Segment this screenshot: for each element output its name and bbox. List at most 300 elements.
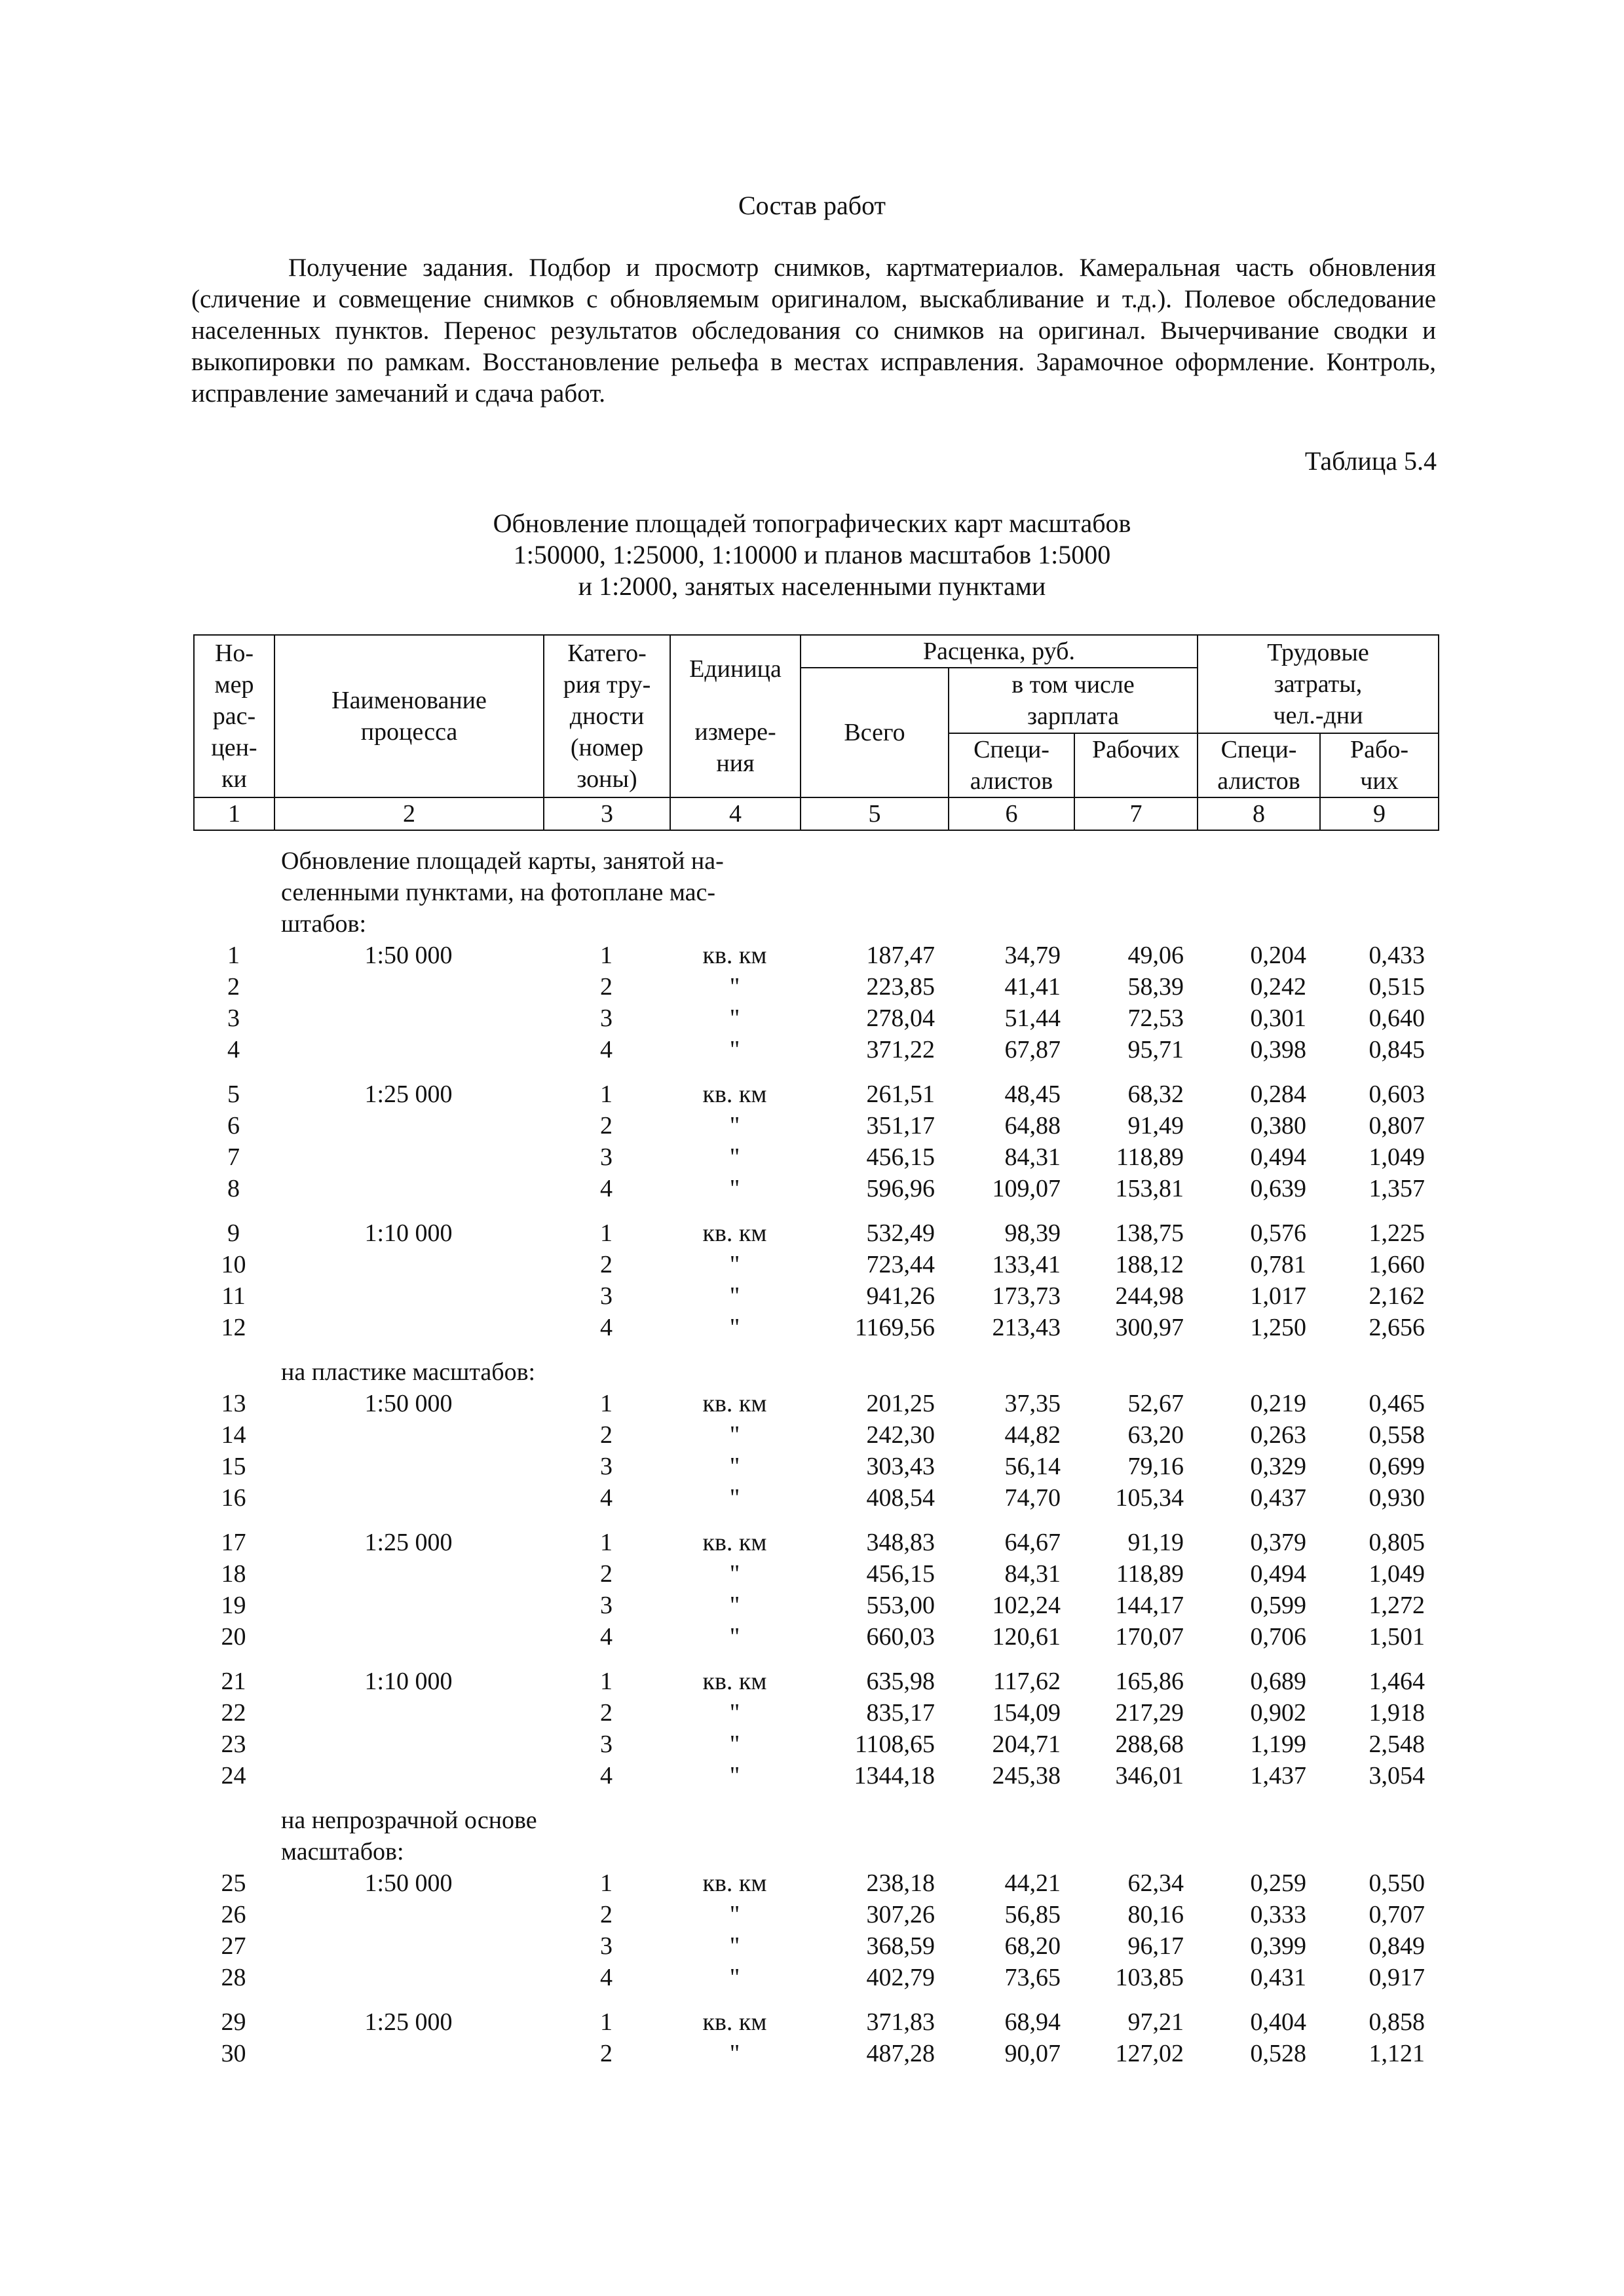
workers-salary: 118,89 xyxy=(1116,1143,1184,1171)
scale-label xyxy=(274,1003,543,1034)
labor-workers: 0,550 xyxy=(1369,1869,1425,1897)
labor-workers: 0,515 xyxy=(1369,973,1425,1001)
table-row xyxy=(193,1729,1438,1760)
labor-workers: 0,465 xyxy=(1369,1390,1425,1417)
spec-salary: 213,43 xyxy=(992,1314,1061,1341)
rate-number: 9 xyxy=(227,1219,240,1247)
spec-salary: 245,38 xyxy=(992,1762,1061,1789)
rate-number: 5 xyxy=(227,1081,240,1108)
scale-label xyxy=(274,1249,543,1280)
labor-spec: 0,219 xyxy=(1250,1390,1306,1417)
total-price: 723,44 xyxy=(866,1251,935,1278)
workers-salary: 217,29 xyxy=(1115,1699,1184,1727)
category: 2 xyxy=(600,1901,613,1928)
rate-number: 17 xyxy=(221,1529,246,1556)
labor-spec: 0,284 xyxy=(1250,1081,1306,1108)
labor-workers: 1,225 xyxy=(1369,1219,1425,1247)
table-header xyxy=(193,634,1439,831)
scale-label xyxy=(274,1697,543,1729)
labor-spec: 0,329 xyxy=(1250,1453,1306,1480)
labor-workers: 1,501 xyxy=(1369,1623,1425,1651)
workers-salary: 170,07 xyxy=(1115,1623,1184,1651)
table-row xyxy=(193,1034,1438,1065)
unit: " xyxy=(729,1421,740,1449)
labor-workers: 0,707 xyxy=(1369,1901,1425,1928)
spec-salary: 48,45 xyxy=(1004,1081,1061,1108)
table-title-line: 1:50000, 1:25000, 1:10000 и планов масштабов 1:5000 xyxy=(513,540,1111,569)
scale-label xyxy=(274,2038,543,2069)
total-price: 278,04 xyxy=(866,1004,935,1032)
total-price: 238,18 xyxy=(866,1869,935,1897)
scale-label xyxy=(274,1110,543,1141)
scale-label: 1:25 000 xyxy=(364,2008,453,2036)
labor-workers: 1,464 xyxy=(1369,1668,1425,1695)
workers-salary: 49,06 xyxy=(1127,942,1184,969)
labor-workers: 0,603 xyxy=(1369,1081,1425,1108)
work-description: Получение задания. Подбор и просмотр снимков, картматериалов. Камеральная часть обновления (сличение и совмещение снимков с обновляемым оригиналом, выскабливание и т.д.). Полевое обследование населенных пунктов. Перенос результатов обследования со снимков на оригинал. Вычерчивание сводки и выкопировки по рамкам. Восстановление рельефа в местах исправления. Зарамочное оформление. Контроль, исправление замечаний и сдача работ. xyxy=(191,254,1436,408)
category: 3 xyxy=(600,1932,613,1960)
rate-number: 10 xyxy=(221,1251,246,1278)
unit: кв. км xyxy=(702,1529,767,1556)
labor-spec: 0,242 xyxy=(1250,973,1306,1001)
total-price: 835,17 xyxy=(866,1699,935,1727)
total-price: 635,98 xyxy=(866,1668,935,1695)
unit: " xyxy=(729,1731,740,1758)
labor-workers: 0,433 xyxy=(1369,942,1425,969)
total-price: 1344,18 xyxy=(854,1762,935,1789)
labor-spec: 0,576 xyxy=(1250,1219,1306,1247)
labor-workers: 0,807 xyxy=(1369,1112,1425,1139)
table-row xyxy=(193,1217,1438,1249)
unit: " xyxy=(729,1175,740,1202)
unit: " xyxy=(729,973,740,1001)
scale-label xyxy=(274,971,543,1003)
total-price: 596,96 xyxy=(866,1175,935,1202)
table-row xyxy=(193,1079,1438,1110)
scale-label xyxy=(274,1419,543,1451)
total-price: 941,26 xyxy=(866,1282,935,1310)
table-row xyxy=(193,1558,1438,1590)
spec-salary: 109,07 xyxy=(992,1175,1061,1202)
total-price: 456,15 xyxy=(866,1560,935,1588)
total-price: 487,28 xyxy=(866,2040,935,2067)
table-row xyxy=(193,1280,1438,1312)
category: 2 xyxy=(600,1699,613,1727)
header-labor-spec: Специ- алистов xyxy=(1198,733,1320,797)
category: 2 xyxy=(600,1251,613,1278)
workers-salary: 118,89 xyxy=(1116,1560,1184,1588)
table-row xyxy=(193,1930,1438,1962)
category: 4 xyxy=(600,1036,613,1063)
labor-workers: 2,162 xyxy=(1369,1282,1425,1310)
labor-workers: 0,805 xyxy=(1369,1529,1425,1556)
scale-label xyxy=(274,1312,543,1343)
scale-label xyxy=(274,1899,543,1930)
workers-salary: 97,21 xyxy=(1127,2008,1184,2036)
table-row xyxy=(193,1590,1438,1621)
table-body xyxy=(193,845,1438,2069)
labor-workers: 0,930 xyxy=(1369,1484,1425,1512)
labor-spec: 0,494 xyxy=(1250,1143,1306,1171)
workers-salary: 153,81 xyxy=(1115,1175,1184,1202)
rate-number: 14 xyxy=(221,1421,246,1449)
header-labor-workers: Рабо- чих xyxy=(1320,733,1439,797)
labor-spec: 0,404 xyxy=(1250,2008,1306,2036)
workers-salary: 96,17 xyxy=(1127,1932,1184,1960)
rate-number: 27 xyxy=(221,1932,246,1960)
scale-label: 1:25 000 xyxy=(364,1081,453,1108)
rate-number: 21 xyxy=(221,1668,246,1695)
category: 1 xyxy=(600,1529,613,1556)
rate-number: 6 xyxy=(227,1112,240,1139)
unit: кв. км xyxy=(702,1390,767,1417)
labor-workers: 1,918 xyxy=(1369,1699,1425,1727)
scale-label xyxy=(274,1280,543,1312)
workers-salary: 91,49 xyxy=(1127,1112,1184,1139)
labor-spec: 0,902 xyxy=(1250,1699,1306,1727)
table-row xyxy=(193,1621,1438,1653)
scale-label xyxy=(274,1621,543,1653)
category: 3 xyxy=(600,1004,613,1032)
labor-spec: 1,199 xyxy=(1250,1731,1306,1758)
rate-number: 13 xyxy=(221,1390,246,1417)
category: 4 xyxy=(600,1623,613,1651)
rate-number: 1 xyxy=(227,942,240,969)
rate-number: 19 xyxy=(221,1592,246,1619)
spec-salary: 56,14 xyxy=(1004,1453,1061,1480)
workers-salary: 188,12 xyxy=(1115,1251,1184,1278)
total-price: 553,00 xyxy=(866,1592,935,1619)
labor-workers: 1,660 xyxy=(1369,1251,1425,1278)
table-row xyxy=(193,2038,1438,2069)
total-price: 1169,56 xyxy=(854,1314,935,1341)
total-price: 532,49 xyxy=(866,1219,935,1247)
unit: кв. км xyxy=(702,2008,767,2036)
spec-salary: 173,73 xyxy=(992,1282,1061,1310)
workers-salary: 105,34 xyxy=(1115,1484,1184,1512)
total-price: 371,83 xyxy=(866,2008,935,2036)
scale-label xyxy=(274,1729,543,1760)
spec-salary: 64,88 xyxy=(1004,1112,1061,1139)
table-title-line: и 1:2000, занятых населенными пунктами xyxy=(578,571,1046,601)
table-row xyxy=(193,1419,1438,1451)
scale-label xyxy=(274,1451,543,1482)
header-category: Катего- рия тру- дности (номер зоны) xyxy=(544,635,670,797)
labor-spec: 0,333 xyxy=(1250,1901,1306,1928)
workers-salary: 80,16 xyxy=(1127,1901,1184,1928)
workers-salary: 144,17 xyxy=(1115,1592,1184,1619)
labor-workers: 1,121 xyxy=(1369,2040,1425,2067)
table-row xyxy=(193,1388,1438,1419)
workers-salary: 244,98 xyxy=(1115,1282,1184,1310)
rate-number: 12 xyxy=(221,1314,246,1341)
labor-spec: 0,204 xyxy=(1250,942,1306,969)
unit: " xyxy=(729,2040,740,2067)
total-price: 303,43 xyxy=(866,1453,935,1480)
labor-spec: 0,781 xyxy=(1250,1251,1306,1278)
table-row xyxy=(193,1249,1438,1280)
header-total: Всего xyxy=(801,668,949,797)
rate-number: 7 xyxy=(227,1143,240,1171)
category: 4 xyxy=(600,1175,613,1202)
workers-salary: 68,32 xyxy=(1127,1081,1184,1108)
table-row xyxy=(193,1451,1438,1482)
unit: " xyxy=(729,1314,740,1341)
category: 4 xyxy=(600,1964,613,1991)
section-title: масштабов: xyxy=(281,1838,404,1866)
table-row xyxy=(193,1141,1438,1173)
workers-salary: 62,34 xyxy=(1127,1869,1184,1897)
table-row xyxy=(193,1110,1438,1141)
total-price: 456,15 xyxy=(866,1143,935,1171)
header-labor-group: Трудовые затраты, чел.-дни xyxy=(1198,635,1439,733)
table-row xyxy=(193,1697,1438,1729)
labor-spec: 0,380 xyxy=(1250,1112,1306,1139)
workers-salary: 52,67 xyxy=(1127,1390,1184,1417)
table-row xyxy=(193,1527,1438,1558)
unit: кв. км xyxy=(702,1219,767,1247)
spec-salary: 67,87 xyxy=(1004,1036,1061,1063)
table-row xyxy=(193,1899,1438,1930)
spec-salary: 68,94 xyxy=(1004,2008,1061,2036)
category: 2 xyxy=(600,1112,613,1139)
rate-number: 28 xyxy=(221,1964,246,1991)
section-heading: Состав работ xyxy=(738,191,886,220)
labor-spec: 0,528 xyxy=(1250,2040,1306,2067)
workers-salary: 346,01 xyxy=(1115,1762,1184,1789)
header-unit: Единица измере- ния xyxy=(670,635,801,797)
workers-salary: 79,16 xyxy=(1127,1453,1184,1480)
spec-salary: 74,70 xyxy=(1004,1484,1061,1512)
spec-salary: 84,31 xyxy=(1004,1143,1061,1171)
labor-spec: 1,250 xyxy=(1250,1314,1306,1341)
category: 1 xyxy=(600,2008,613,2036)
spec-salary: 154,09 xyxy=(992,1699,1061,1727)
labor-workers: 2,548 xyxy=(1369,1731,1425,1758)
spec-salary: 44,82 xyxy=(1004,1421,1061,1449)
labor-spec: 0,301 xyxy=(1250,1004,1306,1032)
unit: " xyxy=(729,1932,740,1960)
header-spec: Специ- алистов xyxy=(949,733,1074,797)
spec-salary: 90,07 xyxy=(1004,2040,1061,2067)
rate-number: 26 xyxy=(221,1901,246,1928)
header-including: в том числе зарплата xyxy=(949,668,1198,733)
scale-label xyxy=(274,1930,543,1962)
rate-number: 25 xyxy=(221,1869,246,1897)
spec-salary: 73,65 xyxy=(1004,1964,1061,1991)
header-price-group: Расценка, руб. xyxy=(801,635,1198,668)
section-title: на пластике масштабов: xyxy=(281,1358,536,1386)
workers-salary: 165,86 xyxy=(1115,1668,1184,1695)
rate-number: 15 xyxy=(221,1453,246,1480)
spec-salary: 37,35 xyxy=(1004,1390,1061,1417)
category: 1 xyxy=(600,1219,613,1247)
unit: " xyxy=(729,1251,740,1278)
spec-salary: 44,21 xyxy=(1004,1869,1061,1897)
labor-spec: 0,399 xyxy=(1250,1932,1306,1960)
spec-salary: 68,20 xyxy=(1004,1932,1061,1960)
labor-spec: 0,437 xyxy=(1250,1484,1306,1512)
labor-spec: 0,398 xyxy=(1250,1036,1306,1063)
labor-spec: 0,689 xyxy=(1250,1668,1306,1695)
spec-salary: 64,67 xyxy=(1004,1529,1061,1556)
total-price: 371,22 xyxy=(866,1036,935,1063)
unit: кв. км xyxy=(702,1869,767,1897)
unit: кв. км xyxy=(702,1081,767,1108)
spec-salary: 133,41 xyxy=(992,1251,1061,1278)
total-price: 223,85 xyxy=(866,973,935,1001)
rate-number: 23 xyxy=(221,1731,246,1758)
section-title: Обновление площадей карты, занятой на- xyxy=(281,847,724,875)
unit: " xyxy=(729,1282,740,1310)
spec-salary: 117,62 xyxy=(992,1668,1061,1695)
table-title xyxy=(0,508,1624,602)
labor-spec: 0,263 xyxy=(1250,1421,1306,1449)
table-title-line: Обновление площадей топографических карт масштабов xyxy=(493,508,1131,538)
total-price: 1108,65 xyxy=(854,1731,935,1758)
spec-salary: 120,61 xyxy=(992,1623,1061,1651)
labor-workers: 0,917 xyxy=(1369,1964,1425,1991)
category: 4 xyxy=(600,1314,613,1341)
labor-spec: 0,259 xyxy=(1250,1869,1306,1897)
workers-salary: 72,53 xyxy=(1127,1004,1184,1032)
category: 3 xyxy=(600,1453,613,1480)
total-price: 201,25 xyxy=(866,1390,935,1417)
rate-number: 8 xyxy=(227,1175,240,1202)
table-row xyxy=(193,1482,1438,1514)
table-row xyxy=(193,1867,1438,1899)
table-number: Таблица 5.4 xyxy=(1304,446,1437,476)
labor-spec: 0,379 xyxy=(1250,1529,1306,1556)
unit: кв. км xyxy=(702,942,767,969)
labor-workers: 0,558 xyxy=(1369,1421,1425,1449)
unit: " xyxy=(729,1112,740,1139)
table-row xyxy=(193,940,1438,971)
spec-salary: 102,24 xyxy=(992,1592,1061,1619)
unit: " xyxy=(729,1762,740,1789)
total-price: 402,79 xyxy=(866,1964,935,1991)
rate-number: 3 xyxy=(227,1004,240,1032)
header-workers: Рабочих xyxy=(1074,733,1198,797)
spec-salary: 84,31 xyxy=(1004,1560,1061,1588)
rate-number: 24 xyxy=(221,1762,246,1789)
rate-number: 30 xyxy=(221,2040,246,2067)
header-rate-number: Но- мер рас- цен- ки xyxy=(194,635,274,797)
table-row xyxy=(193,1173,1438,1204)
spec-salary: 204,71 xyxy=(992,1731,1061,1758)
unit: " xyxy=(729,1964,740,1991)
labor-workers: 0,849 xyxy=(1369,1932,1425,1960)
labor-workers: 0,845 xyxy=(1369,1036,1425,1063)
labor-workers: 2,656 xyxy=(1369,1314,1425,1341)
section-title: на непрозрачной основе xyxy=(281,1807,537,1834)
unit: " xyxy=(729,1143,740,1171)
category: 2 xyxy=(600,1560,613,1588)
rate-number: 18 xyxy=(221,1560,246,1588)
labor-workers: 0,699 xyxy=(1369,1453,1425,1480)
labor-spec: 0,639 xyxy=(1250,1175,1306,1202)
workers-salary: 91,19 xyxy=(1127,1529,1184,1556)
workers-salary: 127,02 xyxy=(1115,2040,1184,2067)
total-price: 187,47 xyxy=(866,942,935,969)
unit: " xyxy=(729,1484,740,1512)
spec-salary: 34,79 xyxy=(1004,942,1061,969)
category: 3 xyxy=(600,1143,613,1171)
labor-spec: 0,706 xyxy=(1250,1623,1306,1651)
workers-salary: 58,39 xyxy=(1127,973,1184,1001)
workers-salary: 300,97 xyxy=(1115,1314,1184,1341)
labor-workers: 3,054 xyxy=(1369,1762,1425,1789)
scale-label: 1:25 000 xyxy=(364,1529,453,1556)
header-column-numbers: 1 2 3 4 5 6 7 8 9 xyxy=(194,797,1439,830)
scale-label: 1:50 000 xyxy=(364,1390,453,1417)
header-process-name: Наименование процесса xyxy=(274,635,544,797)
labor-workers: 0,640 xyxy=(1369,1004,1425,1032)
scale-label xyxy=(274,1962,543,1993)
labor-workers: 0,858 xyxy=(1369,2008,1425,2036)
spec-salary: 41,41 xyxy=(1004,973,1061,1001)
workers-salary: 63,20 xyxy=(1127,1421,1184,1449)
spec-salary: 98,39 xyxy=(1004,1219,1061,1247)
table-row xyxy=(193,1962,1438,1993)
spec-salary: 51,44 xyxy=(1004,1004,1061,1032)
scale-label: 1:10 000 xyxy=(364,1668,453,1695)
section-title: селенными пунктами, на фотоплане мас- xyxy=(281,879,716,906)
rate-number: 16 xyxy=(221,1484,246,1512)
category: 1 xyxy=(600,1390,613,1417)
category: 3 xyxy=(600,1731,613,1758)
category: 3 xyxy=(600,1282,613,1310)
rate-number: 22 xyxy=(221,1699,246,1727)
table-row xyxy=(193,1003,1438,1034)
category: 4 xyxy=(600,1484,613,1512)
total-price: 242,30 xyxy=(866,1421,935,1449)
category: 2 xyxy=(600,2040,613,2067)
category: 1 xyxy=(600,942,613,969)
category: 3 xyxy=(600,1592,613,1619)
table-row xyxy=(193,971,1438,1003)
unit: кв. км xyxy=(702,1668,767,1695)
scale-label: 1:50 000 xyxy=(364,942,453,969)
unit: " xyxy=(729,1560,740,1588)
total-price: 408,54 xyxy=(866,1484,935,1512)
unit: " xyxy=(729,1699,740,1727)
unit: " xyxy=(729,1036,740,1063)
workers-salary: 288,68 xyxy=(1115,1731,1184,1758)
category: 1 xyxy=(600,1668,613,1695)
labor-workers: 1,049 xyxy=(1369,1143,1425,1171)
workers-salary: 103,85 xyxy=(1115,1964,1184,1991)
labor-workers: 1,357 xyxy=(1369,1175,1425,1202)
scale-label xyxy=(274,1590,543,1621)
labor-workers: 1,272 xyxy=(1369,1592,1425,1619)
scale-label xyxy=(274,1760,543,1791)
scale-label xyxy=(274,1141,543,1173)
spec-salary: 56,85 xyxy=(1004,1901,1061,1928)
unit: " xyxy=(729,1901,740,1928)
scale-label xyxy=(274,1173,543,1204)
table-row xyxy=(193,1760,1438,1791)
table-row xyxy=(193,1312,1438,1343)
category: 4 xyxy=(600,1762,613,1789)
labor-spec: 0,494 xyxy=(1250,1560,1306,1588)
unit: " xyxy=(729,1623,740,1651)
total-price: 348,83 xyxy=(866,1529,935,1556)
category: 2 xyxy=(600,973,613,1001)
labor-spec: 0,431 xyxy=(1250,1964,1306,1991)
rate-number: 4 xyxy=(227,1036,240,1063)
category: 2 xyxy=(600,1421,613,1449)
